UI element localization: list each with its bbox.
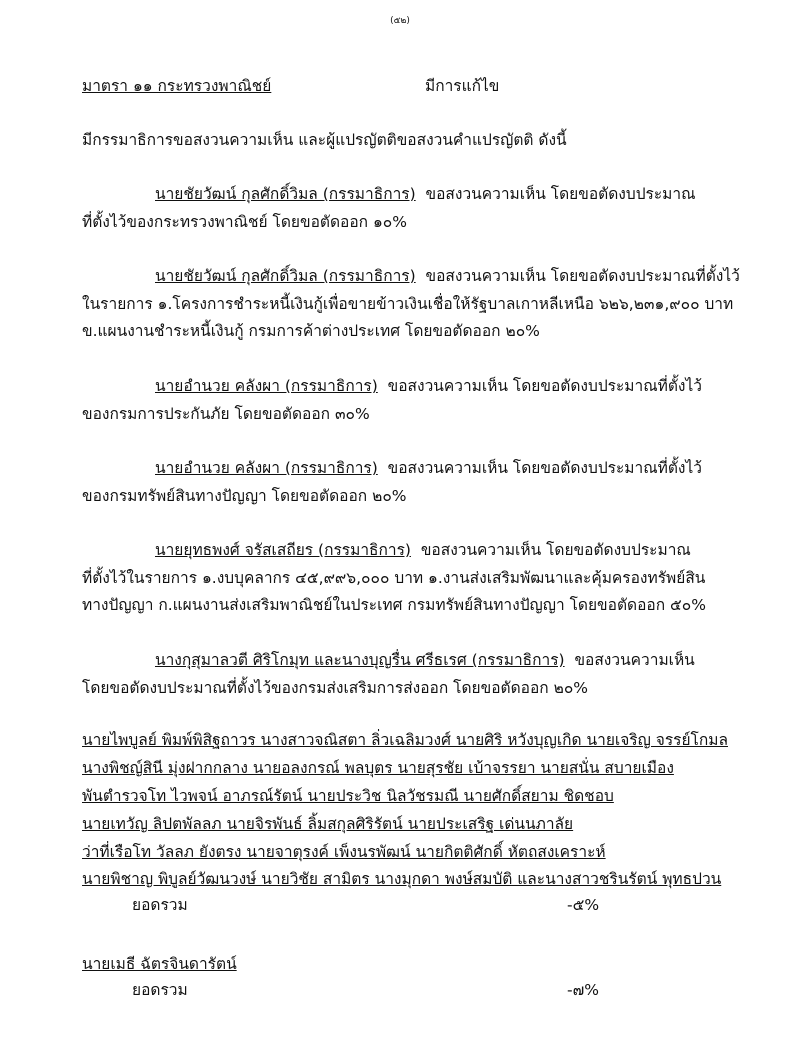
entry-4-first-line: [155, 457, 702, 479]
entry-5-first-line: [155, 539, 691, 561]
petitioners-line-1: นายไพบูลย์ พิมพ์พิสิฐถาวร นางสาวจณิสตา ลิ่วเฉลิมวงศ์ นายศิริ หวังบุญเกิด นายเจริญ จรรย์โกมล: [82, 731, 728, 749]
petitioners-line-4: นายเทวัญ ลิปตพัลลภ นายจิรพันธ์ ลิ้มสกุลศิริรัตน์ นายประเสริฐ เด่นนภาลัย: [82, 815, 574, 833]
entry-2-lead: ขอสงวนความเห็น โดยขอตัดงบประมาณที่ตั้งไว้: [425, 267, 740, 285]
entry-6-lead: ขอสงวนความเห็น: [574, 651, 695, 669]
entry-5-name: นายยุทธพงศ์ จรัสเสถียร (กรรมาธิการ): [155, 541, 411, 559]
entry-3-lead: ขอสงวนความเห็น โดยขอตัดงบประมาณที่ตั้งไว้: [387, 377, 702, 395]
entry-1-first-line: [155, 183, 696, 205]
entry-6-name: นางกุสุมาลวตี ศิริโกมุท และนางบุญรื่น ศรีธเรศ (กรรมาธิการ): [155, 651, 565, 669]
entry-3-name: นายอำนวย คลังผา (กรรมาธิการ): [155, 377, 378, 395]
entry-2-line-1: ในรายการ ๑.โครงการชำระหนี้เงินกู้เพื่อขายข้าวเงินเชื่อให้รัฐบาลเกาหลีเหนือ ๖๒๖,๒๓๑,๙๐๐ บาท: [82, 295, 734, 313]
entry-6-first-line: [155, 649, 695, 671]
entry-1-line-1: ที่ตั้งไว้ของกระทรวงพาณิชย์ โดยขอตัดออก ๑๐%: [82, 213, 407, 231]
group-total-value: -๕%: [567, 896, 600, 914]
entry-4-lead: ขอสงวนความเห็น โดยขอตัดงบประมาณที่ตั้งไว้: [387, 459, 702, 477]
group-total-label: ยอดรวม: [132, 896, 188, 914]
page-number: (๕๒): [390, 16, 410, 26]
entry-2-line-2: ข.แผนงานชำระหนี้เงินกู้ กรมการค้าต่างประเทศ โดยขอตัดออก ๒๐%: [82, 322, 540, 340]
entry-5-line-2: ทางปัญญา ก.แผนงานส่งเสริมพาณิชย์ในประเทศ กรมทรัพย์สินทางปัญญา โดยขอตัดออก ๕๐%: [82, 596, 706, 614]
petitioners-line-3: พันตำรวจโท ไวพจน์ อาภรณ์รัตน์ นายประวิช นิลวัชรมณี นายศักดิ์สยาม ชิดชอบ: [82, 787, 614, 805]
petitioners-line-6: นายพิชาญ พิบูลย์วัฒนวงษ์ นายวิชัย สามิตร นางมุกดา พงษ์สมบัติ และนางสาวชรินรัตน์ พุทธปวน: [82, 870, 722, 888]
entry-2-first-line: [155, 265, 740, 287]
intro-text: มีกรรมาธิการขอสงวนความเห็น และผู้แปรญัตติขอสงวนคำแปรญัตติ ดังนี้: [82, 131, 567, 149]
entry-5-lead: ขอสงวนความเห็น โดยขอตัดงบประมาณ: [420, 541, 691, 559]
single-total-value: -๗%: [567, 981, 599, 999]
entry-3-line-1: ของกรมการประกันภัย โดยขอตัดออก ๓๐%: [82, 405, 370, 423]
petitioners-line-2: นางพิชญ์สินี มุ่งฝากกลาง นายอลงกรณ์ พลบุตร นายสุรชัย เบ้าจรรยา นายสนั่น สบายเมือง: [82, 759, 674, 777]
entry-4-name: นายอำนวย คลังผา (กรรมาธิการ): [155, 459, 378, 477]
petitioners-line-5: ว่าที่เรือโท วัลลภ ยังตรง นายจาตุรงค์ เพ็งนรพัฒน์ นายกิตติศักดิ์ หัตถสงเคราะห์: [82, 843, 606, 861]
section-title: มาตรา ๑๑ กระทรวงพาณิชย์: [82, 77, 272, 95]
entry-2-name: นายชัยวัฒน์ กุลศักดิ์วิมล (กรรมาธิการ): [155, 267, 416, 285]
entry-1-lead: ขอสงวนความเห็น โดยขอตัดงบประมาณ: [425, 185, 696, 203]
entry-4-line-1: ของกรมทรัพย์สินทางปัญญา โดยขอตัดออก ๒๐%: [82, 487, 407, 505]
entry-1-name: นายชัยวัฒน์ กุลศักดิ์วิมล (กรรมาธิการ): [155, 185, 416, 203]
entry-5-line-1: ที่ตั้งไว้ในรายการ ๑.งบบุคลากร ๔๕,๙๙๖,๐๐๐ บาท ๑.งานส่งเสริมพัฒนาและคุ้มครองทรัพย์สิน: [82, 569, 706, 587]
single-total-label: ยอดรวม: [132, 981, 188, 999]
single-petitioner-name: นายเมธี ฉัตรจินดารัตน์: [82, 955, 237, 973]
entry-6-line-1: โดยขอตัดงบประมาณที่ตั้งไว้ของกรมส่งเสริมการส่งออก โดยขอตัดออก ๒๐%: [82, 679, 589, 697]
section-status: มีการแก้ไข: [425, 77, 500, 95]
entry-3-first-line: [155, 375, 702, 397]
